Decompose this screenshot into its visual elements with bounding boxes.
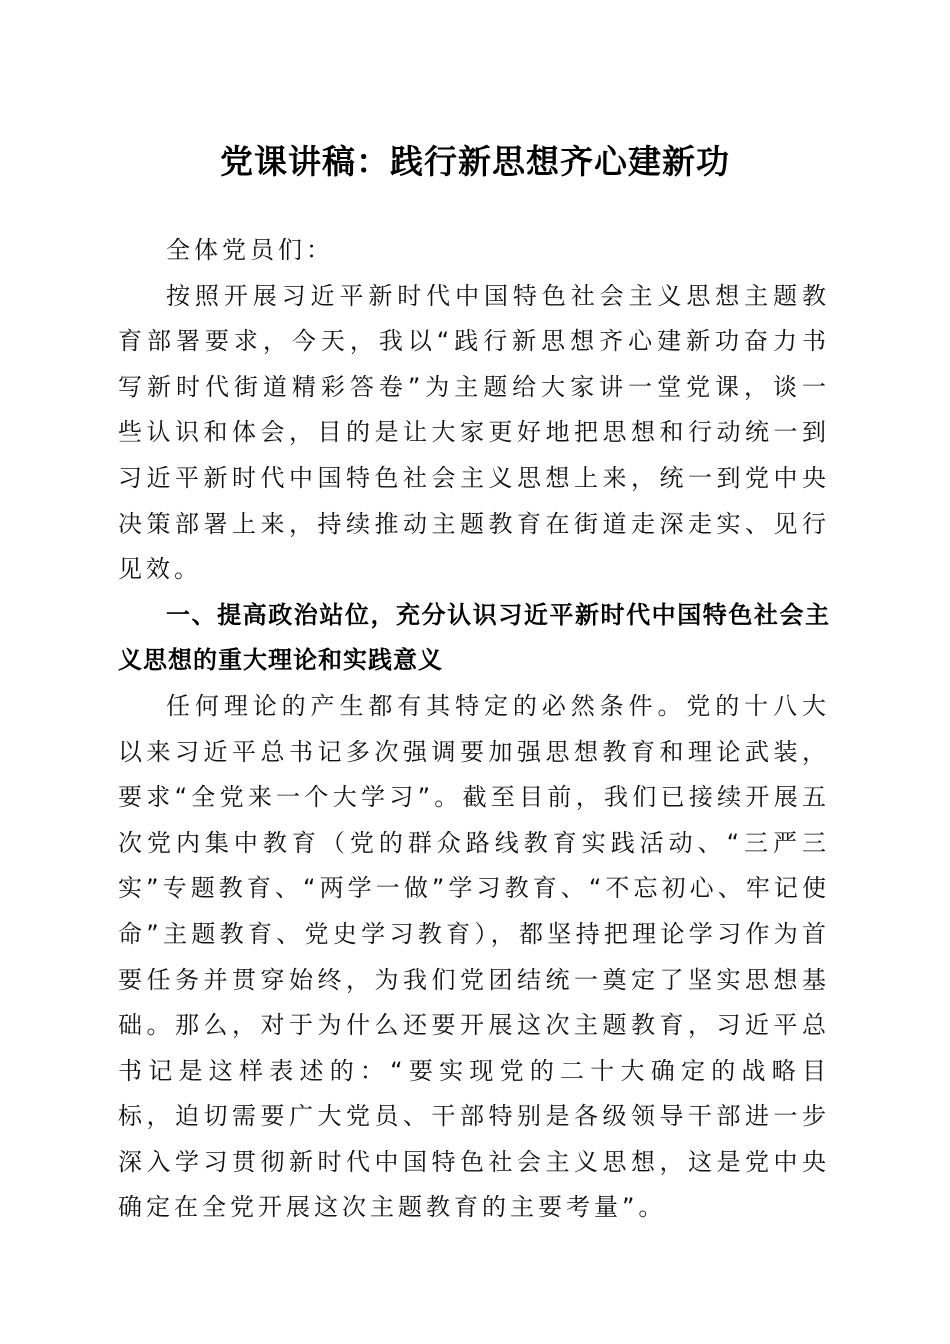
paragraph-intro: 按照开展习近平新时代中国特色社会主义思想主题教育部署要求，今天，我以“践行新思想齐心建新功奋力书写新时代街道精彩答卷”为主题给大家讲一堂党课，谈一些认识和体会，目的是让大家更好地把思想和行动统一到习近平新时代中国特色社会主义思想上来，统一到党中央决策部署上来，持续推动主题教育在街道走深走实、见行见效。 [118,281,830,584]
document-body [118,228,830,1231]
paragraph-section-1: 任何理论的产生都有其特定的必然条件。党的十八大以来习近平总书记多次强调要加强思想教育和理论武装，要求“全党来一个大学习”。截至目前，我们已接续开展五次党内集中教育（党的群众路线教育实践活动、“三严三实”专题教育、“两学一做”学习教育、“不忘初心、牢记使命”主题教育、党史学习教育），都坚持把理论学习作为首要任务并贯穿始终，为我们党团结统一奠定了坚实思想基础。那么，对于为什么还要开展这次主题教育，习近平总书记是这样表述的：“要实现党的二十大确定的战略目标，迫切需要广大党员、干部特别是各级领导干部进一步深入学习贯彻新时代中国特色社会主义思想，这是党中央确定在全党开展这次主题教育的主要考量”。 [118,691,830,1222]
salutation: 全体党员们： [166,236,334,264]
document-title: 党课讲稿：践行新思想齐心建新功 [220,142,730,181]
section-heading-1: 一、提高政治站位，充分认识习近平新时代中国特色社会主义思想的重大理论和实践意义 [118,600,830,675]
